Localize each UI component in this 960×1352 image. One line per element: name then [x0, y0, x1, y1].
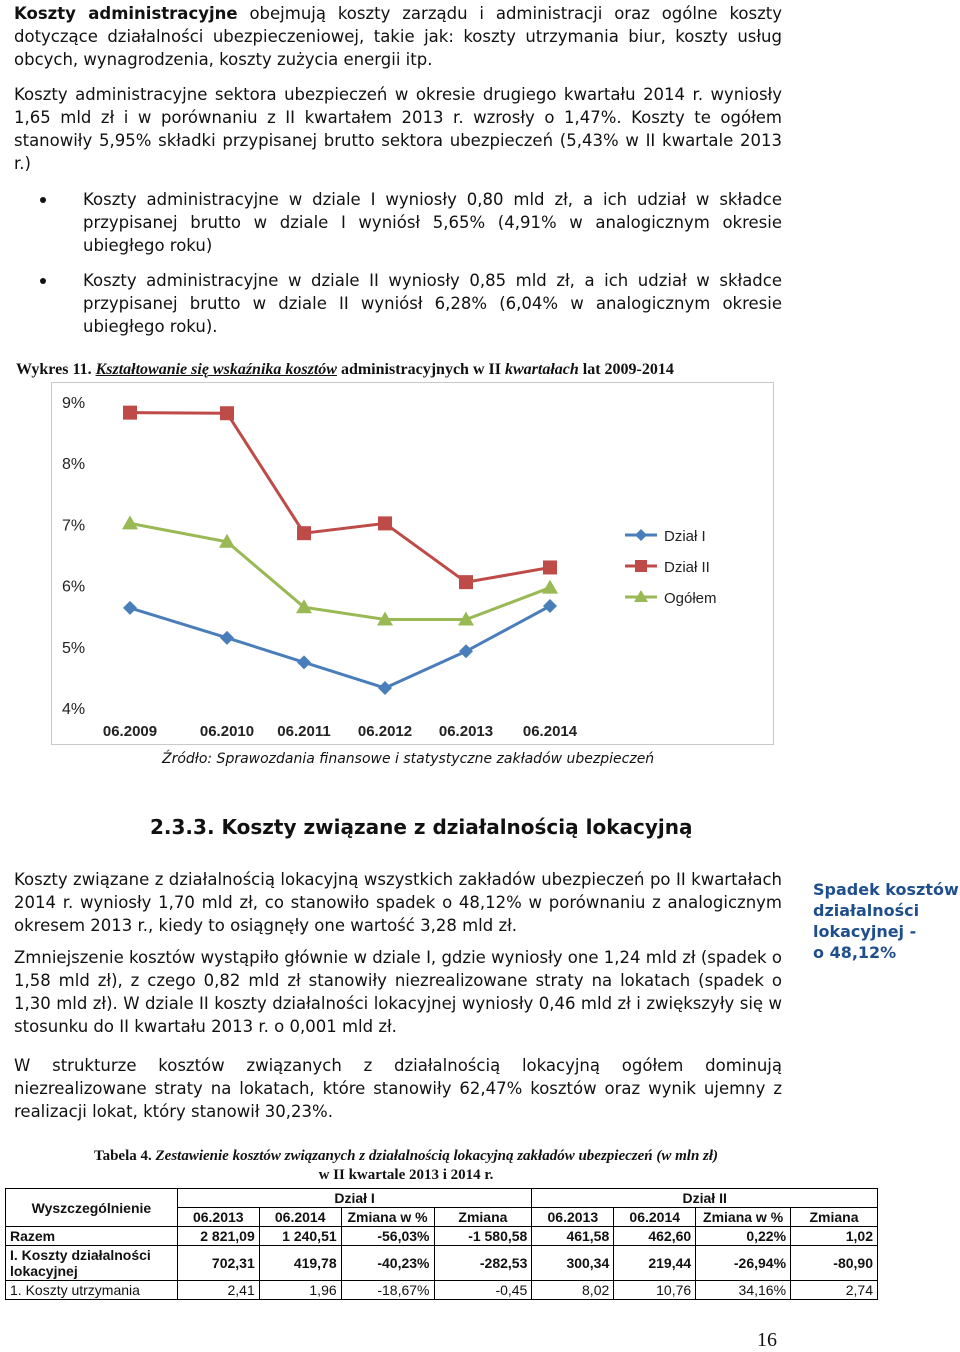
- data-point: [122, 515, 138, 529]
- data-point: [220, 406, 234, 420]
- table-subheader: 06.2013: [532, 1208, 614, 1227]
- data-point: [542, 580, 558, 594]
- table-cell: 1 240,51: [259, 1227, 341, 1246]
- table-caption-title: Zestawienie kosztów związanych z działalnością lokacyjną zakładów ubezpieczeń (w mln zł): [155, 1148, 719, 1164]
- data-point: [297, 655, 311, 669]
- row-label: I. Koszty działalności lokacyjnej: [6, 1246, 178, 1281]
- intro-paragraph-1: [14, 2, 782, 71]
- x-tick-label: 06.2009: [102, 723, 158, 740]
- section-heading: 2.3.3. Koszty związane z działalnością lokacyjną: [150, 815, 693, 839]
- x-tick-label: 06.2010: [199, 723, 255, 740]
- table-cell: 461,58: [532, 1227, 614, 1246]
- data-point: [459, 575, 473, 589]
- bullet-text: Koszty administracyjne w dziale I wyniosły 0,80 mld zł, a ich udział w składce przypisanej brutto w dziale I wyniósł 5,65% (4,91% w analogicznym okresie ubiegłego roku): [83, 190, 782, 255]
- table-header-label: Wyszczególnienie: [6, 1189, 178, 1227]
- table-cell: 1,96: [259, 1281, 341, 1300]
- table-subheader: Zmiana w %: [341, 1208, 434, 1227]
- section-paragraph-1: Koszty związane z działalnością lokacyjną wszystkich zakładów ubezpieczeń po II kwartałach 2014 r. wyniosły 1,70 mld zł, co stanowiło spadek o 48,12% w porównaniu z analogicznym okresem 2013 r., kiedy to osiągnęły one wartość 3,28 mld zł.: [14, 870, 782, 935]
- table-cell: 702,31: [177, 1246, 259, 1281]
- table-subheader: 06.2014: [259, 1208, 341, 1227]
- margin-note-line: działalności: [813, 901, 920, 920]
- figure-caption-italic-1: Kształtowanie się wskaźnika kosztów: [95, 361, 337, 378]
- row-label: 1. Koszty utrzymania: [6, 1281, 178, 1300]
- chart-canvas: [52, 383, 773, 744]
- table-header-dzial-1: Dział I: [177, 1189, 532, 1208]
- table-header-dzial-2: Dział II: [532, 1189, 878, 1208]
- figure-source: Źródło: Sprawozdania finansowe i statystyczne zakładów ubezpieczeń: [162, 751, 655, 767]
- section-paragraph-2: Zmniejszenie kosztów wystąpiło głównie w dziale I, gdzie wyniosły one 1,24 mld zł (spadek o 1,58 mld zł), z czego 0,82 mld zł stanowiły niezrealizowane straty na lokatach (spadek o 1,30 mld zł). W dziale II koszty działalności lokacyjnej wyniosły 0,46 mld zł i zwiększyły się w stosunku do II kwartału 2013 r. o 0,001 mld zł.: [14, 948, 782, 1036]
- table-cell: 8,02: [532, 1281, 614, 1300]
- table-cell: 1,02: [791, 1227, 878, 1246]
- data-point: [543, 599, 557, 613]
- bullet-item-dzial-1: [40, 188, 782, 257]
- table-caption: [16, 1147, 796, 1185]
- legend-label: Dział II: [664, 559, 710, 576]
- table-cell: 2 821,09: [177, 1227, 259, 1246]
- table-subheader: Zmiana: [791, 1208, 878, 1227]
- figure-caption-number: Wykres 11.: [16, 361, 96, 378]
- table-cell: -40,23%: [341, 1246, 434, 1281]
- table-cell: -26,94%: [696, 1246, 791, 1281]
- table-cell: -56,03%: [341, 1227, 434, 1246]
- table-header-row: [6, 1189, 878, 1208]
- bullet-list: [40, 188, 782, 350]
- costs-table: [5, 1188, 878, 1300]
- table-cell: 10,76: [614, 1281, 696, 1300]
- data-point: [297, 526, 311, 540]
- y-tick-label: 6%: [62, 578, 86, 596]
- table-row: [6, 1281, 878, 1300]
- table-subheader: 06.2013: [177, 1208, 259, 1227]
- x-tick-label: 06.2013: [438, 723, 494, 740]
- line-chart: [51, 382, 774, 745]
- table-cell: -18,67%: [341, 1281, 434, 1300]
- series-line: [130, 523, 550, 619]
- table-cell: 219,44: [614, 1246, 696, 1281]
- figure-caption-italic-2: kwartałach: [504, 361, 579, 378]
- table-cell: 300,34: [532, 1246, 614, 1281]
- margin-note-line: Spadek kosztów: [813, 880, 959, 899]
- y-tick-label: 8%: [62, 456, 86, 474]
- x-tick-label: 06.2012: [357, 723, 413, 740]
- bullet-dot-icon: [40, 197, 46, 203]
- bullet-item-dzial-2: [40, 269, 782, 338]
- table-cell: -0,45: [434, 1281, 532, 1300]
- series-line: [130, 606, 550, 688]
- table-caption-period: w II kwartale 2013 i 2014 r.: [318, 1167, 494, 1183]
- table-row: [6, 1227, 878, 1246]
- data-point: [459, 644, 473, 658]
- table-cell: -1 580,58: [434, 1227, 532, 1246]
- y-tick-label: 5%: [62, 639, 86, 657]
- margin-note: [813, 879, 959, 963]
- y-tick-label: 9%: [62, 395, 86, 412]
- page-number: 16: [757, 1329, 777, 1351]
- bullet-dot-icon: [40, 278, 46, 284]
- data-point: [543, 560, 557, 574]
- data-point: [378, 516, 392, 530]
- table-subheader: Zmiana: [434, 1208, 532, 1227]
- x-tick-label: 06.2011: [277, 723, 331, 740]
- table-cell: 462,60: [614, 1227, 696, 1246]
- margin-note-line: o 48,12%: [813, 943, 897, 962]
- y-tick-label: 7%: [62, 517, 86, 535]
- table-cell: 2,41: [177, 1281, 259, 1300]
- data-point: [123, 406, 137, 420]
- figure-caption-end: lat 2009-2014: [578, 361, 674, 378]
- data-point: [123, 601, 137, 615]
- series-line: [130, 413, 550, 583]
- table-cell: -80,90: [791, 1246, 878, 1281]
- table-subheader: 06.2014: [614, 1208, 696, 1227]
- table-caption-number: Tabela 4.: [93, 1148, 156, 1164]
- x-tick-label: 06.2014: [522, 723, 578, 740]
- table-subheader: Zmiana w %: [696, 1208, 791, 1227]
- data-point: [378, 681, 392, 695]
- legend-marker: [635, 529, 647, 541]
- table-cell: -282,53: [434, 1246, 532, 1281]
- table-cell: 419,78: [259, 1246, 341, 1281]
- y-tick-label: 4%: [62, 701, 86, 718]
- legend-label: Dział I: [664, 528, 706, 545]
- table-cell: 0,22%: [696, 1227, 791, 1246]
- figure-caption-mid: administracyjnych w II: [336, 361, 505, 378]
- data-point: [220, 631, 234, 645]
- intro-paragraph-2: Koszty administracyjne sektora ubezpieczeń w okresie drugiego kwartału 2014 r. wyniosły 1,65 mld zł i w porównaniu z II kwartałem 2013 r. wzrosły o 1,47%. Koszty te ogółem stanowiły 5,95% składki przypisanej brutto sektora ubezpieczeń (5,43% w II kwartale 2013 r.): [14, 85, 782, 173]
- intro-bold-term: Koszty administracyjne: [14, 4, 238, 23]
- margin-note-line: lokacyjnej -: [813, 922, 917, 941]
- intro-paragraph-1-text: obejmują koszty zarządu i administracji oraz ogólne koszty dotyczące działalności ubezpieczeniowej, takie jak: koszty utrzymania biur, koszty usług obcych, wynagrodzenia, koszty zużycia energii itp.: [14, 4, 782, 69]
- legend-marker: [635, 560, 647, 572]
- table-cell: 34,16%: [696, 1281, 791, 1300]
- section-paragraph-3: W strukturze kosztów związanych z działalnością lokacyjną ogółem dominują niezrealizowane straty na lokatach, które stanowiły 62,47% kosztów oraz wynik ujemny z realizacji lokat, który stanowił 30,23%.: [14, 1056, 782, 1121]
- figure-caption: [16, 361, 786, 379]
- table-cell: 2,74: [791, 1281, 878, 1300]
- bullet-text: Koszty administracyjne w dziale II wyniosły 0,85 mld zł, a ich udział w składce przypisanej brutto w dziale II wyniósł 6,28% (6,04% w analogicznym okresie ubiegłego roku).: [83, 271, 782, 336]
- table-row: [6, 1246, 878, 1281]
- row-label: Razem: [6, 1227, 178, 1246]
- legend-label: Ogółem: [664, 590, 717, 607]
